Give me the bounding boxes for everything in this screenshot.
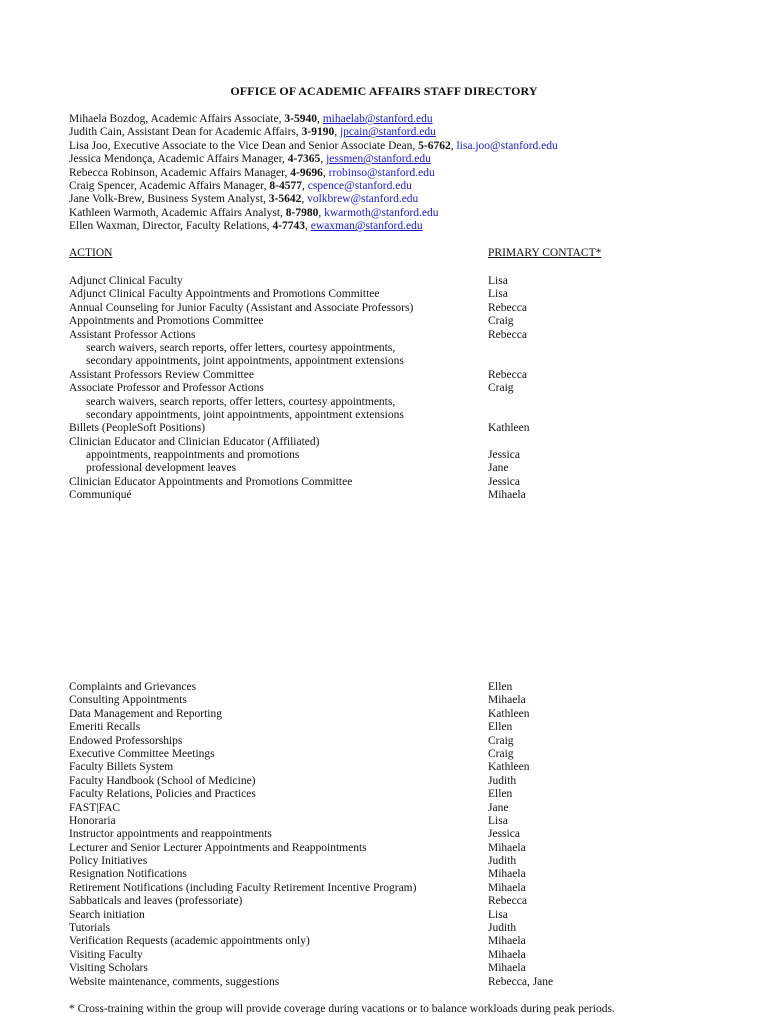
action-row	[69, 922, 749, 935]
action-row	[69, 761, 749, 774]
primary-contact: Jane	[488, 801, 509, 814]
action-row	[69, 382, 749, 395]
action-list-group-2	[69, 681, 749, 989]
action-name: Lecturer and Senior Lecturer Appointments and Reappointments	[69, 841, 367, 854]
primary-contact: Rebecca	[488, 895, 527, 908]
action-name: Visiting Faculty	[69, 948, 143, 961]
table-header	[69, 247, 749, 261]
action-row	[69, 462, 749, 475]
primary-contact: Judith	[488, 855, 517, 868]
action-row	[69, 775, 749, 788]
action-row	[69, 396, 749, 409]
action-row	[69, 315, 749, 328]
staff-name-title: Ellen Waxman, Director, Faculty Relations,	[69, 220, 273, 233]
primary-contact: Mihaela	[488, 694, 526, 707]
action-name: Instructor appointments and reappointments	[69, 828, 272, 841]
action-name: Tutorials	[69, 922, 111, 935]
action-name: Assistant Professor Actions	[69, 328, 196, 341]
action-name: Clinician Educator and Clinician Educator (Affiliated)	[69, 435, 320, 448]
separator: ,	[305, 220, 311, 233]
staff-email-link[interactable]: cspence@stanford.edu	[307, 179, 412, 192]
staff-email-link[interactable]: kwarmoth@stanford.edu	[324, 206, 439, 219]
staff-email-link[interactable]: rrobinso@stanford.edu	[328, 166, 435, 179]
action-row	[69, 708, 749, 721]
action-row	[69, 815, 749, 828]
staff-email-link[interactable]: mihaelab@stanford.edu	[322, 113, 433, 125]
action-row	[69, 828, 749, 841]
staff-name-title: Craig Spencer, Academic Affairs Manager,	[69, 179, 270, 192]
action-name: Visiting Scholars	[69, 962, 148, 975]
action-row	[69, 842, 749, 855]
separator: ,	[322, 166, 329, 179]
primary-contact: Lisa	[488, 288, 508, 301]
primary-contact: Kathleen	[488, 761, 530, 774]
action-row	[69, 449, 749, 462]
primary-contact: Lisa	[488, 814, 508, 827]
action-name: Faculty Relations, Policies and Practices	[69, 788, 256, 801]
primary-contact: Rebecca, Jane	[488, 975, 554, 988]
primary-contact: Mihaela	[488, 489, 526, 502]
staff-entry	[69, 140, 749, 153]
staff-email-link[interactable]: lisa.joo@stanford.edu	[456, 139, 558, 152]
primary-contact: Mihaela	[488, 962, 526, 975]
action-name: Appointments and Promotions Committee	[69, 315, 264, 328]
action-name: Faculty Billets System	[69, 761, 174, 774]
primary-contact: Judith	[488, 774, 517, 787]
staff-name-title: Rebecca Robinson, Academic Affairs Manager,	[69, 166, 291, 179]
primary-contact: Kathleen	[488, 707, 530, 720]
staff-phone: 4-9696	[290, 166, 323, 179]
separator: ,	[318, 206, 325, 219]
action-row	[69, 369, 749, 382]
primary-contact: Jane	[488, 462, 509, 475]
primary-contact: Mihaela	[488, 868, 526, 881]
staff-entry	[69, 207, 749, 220]
action-row	[69, 409, 749, 422]
staff-phone: 8-4577	[269, 179, 302, 192]
staff-entry	[69, 113, 749, 126]
staff-email-link[interactable]: jpcain@stanford.edu	[339, 126, 436, 139]
action-sub-item: search waivers, search reports, offer letters, courtesy appointments,	[86, 341, 396, 354]
action-name: Emeriti Recalls	[69, 721, 141, 734]
staff-entry	[69, 180, 749, 193]
action-name: Annual Counseling for Junior Faculty (Assistant and Associate Professors)	[69, 301, 414, 314]
action-name: Honoraria	[69, 814, 116, 827]
action-name: Associate Professor and Professor Actions	[69, 382, 264, 395]
action-row	[69, 909, 749, 922]
primary-contact: Rebecca	[488, 328, 527, 341]
staff-name-title: Kathleen Warmoth, Academic Affairs Analyst,	[69, 206, 286, 219]
action-row	[69, 422, 749, 435]
separator: ,	[301, 179, 308, 192]
action-name: Policy Initiatives	[69, 855, 148, 868]
primary-contact: Craig	[488, 382, 514, 395]
primary-contact: Ellen	[488, 721, 513, 734]
action-row	[69, 895, 749, 908]
primary-contact: Jessica	[488, 475, 520, 488]
staff-phone: 3-5642	[268, 193, 302, 206]
action-row	[69, 329, 749, 342]
staff-phone: 5-6762	[418, 139, 451, 152]
action-name: Endowed Professorships	[69, 734, 183, 747]
action-column-header: ACTION	[69, 247, 113, 259]
action-name: Consulting Appointments	[69, 694, 187, 707]
action-name: Sabbaticals and leaves (professoriate)	[69, 895, 243, 908]
separator: ,	[316, 113, 323, 125]
action-name: Billets (PeopleSoft Positions)	[69, 422, 206, 435]
primary-contact: Ellen	[488, 788, 513, 801]
action-row	[69, 882, 749, 895]
separator: ,	[320, 153, 327, 166]
action-row	[69, 802, 749, 815]
action-row	[69, 976, 749, 989]
primary-contact: Kathleen	[488, 422, 530, 435]
action-row	[69, 735, 749, 748]
action-name: Data Management and Reporting	[69, 707, 222, 720]
staff-name-title: Lisa Joo, Executive Associate to the Vice Dean and Senior Associate Dean,	[69, 139, 419, 152]
action-sub-item: search waivers, search reports, offer letters, courtesy appointments,	[86, 395, 396, 408]
primary-contact: Craig	[488, 315, 514, 328]
staff-phone: 8-7980	[285, 206, 319, 219]
staff-phone: 4-7743	[272, 220, 306, 233]
staff-phone: 4-7365	[287, 153, 321, 166]
action-name: Assistant Professors Review Committee	[69, 368, 254, 381]
action-row	[69, 436, 749, 449]
primary-contact: Lisa	[488, 908, 508, 921]
action-name: Website maintenance, comments, suggestions	[69, 975, 280, 988]
separator: ,	[334, 126, 340, 139]
staff-name-title: Jessica Mendonça, Academic Affairs Manager,	[69, 153, 288, 166]
staff-email-link[interactable]: jessmen@stanford.edu	[326, 153, 431, 166]
action-name: Resignation Notifications	[69, 868, 187, 881]
action-row	[69, 275, 749, 288]
action-row	[69, 302, 749, 315]
action-row	[69, 868, 749, 881]
action-row	[69, 721, 749, 734]
action-sub-item: secondary appointments, joint appointments, appointment extensions	[86, 408, 404, 421]
staff-phone: 3-5940	[284, 113, 317, 125]
primary-contact: Jessica	[488, 449, 520, 462]
primary-contact: Jessica	[488, 828, 520, 841]
action-name: Communiqué	[69, 489, 132, 502]
action-name: Complaints and Grievances	[69, 681, 197, 693]
footnote: * Cross-training within the group will provide coverage during vacations or to balance workloads during peak periods.	[69, 1003, 615, 1015]
action-row	[69, 935, 749, 948]
staff-name-title: Mihaela Bozdog, Academic Affairs Associate,	[69, 113, 285, 125]
action-row	[69, 681, 749, 694]
action-row	[69, 355, 749, 368]
action-row	[69, 288, 749, 301]
staff-phone: 3-9190	[301, 126, 335, 139]
staff-entry	[69, 193, 749, 206]
action-sub-item: secondary appointments, joint appointments, appointment extensions	[86, 355, 404, 368]
staff-name-title: Jane Volk-Brew, Business System Analyst,	[69, 193, 269, 206]
staff-entry	[69, 153, 749, 166]
action-name: Faculty Handbook (School of Medicine)	[69, 774, 256, 787]
action-row	[69, 962, 749, 975]
action-list-group-1	[69, 275, 749, 503]
action-name: FAST|FAC	[69, 801, 121, 814]
page-title: OFFICE OF ACADEMIC AFFAIRS STAFF DIRECTORY	[230, 84, 538, 98]
separator: ,	[301, 193, 308, 206]
action-row	[69, 489, 749, 502]
staff-entry	[69, 167, 749, 180]
action-row	[69, 342, 749, 355]
primary-contact: Mihaela	[488, 841, 526, 854]
primary-contact: Mihaela	[488, 935, 526, 948]
action-row	[69, 788, 749, 801]
staff-email-link[interactable]: ewaxman@stanford.edu	[310, 220, 423, 233]
separator: ,	[450, 139, 457, 152]
staff-name-title: Judith Cain, Assistant Dean for Academic Affairs,	[69, 126, 302, 139]
action-name: Executive Committee Meetings	[69, 747, 215, 760]
staff-entry	[69, 126, 749, 139]
action-sub-item: appointments, reappointments and promotions	[86, 449, 300, 462]
action-name: Clinician Educator Appointments and Promotions Committee	[69, 475, 353, 488]
action-name: Adjunct Clinical Faculty Appointments and Promotions Committee	[69, 288, 380, 301]
primary-contact: Craig	[488, 734, 514, 747]
action-sub-item: professional development leaves	[86, 462, 237, 475]
action-row	[69, 949, 749, 962]
staff-entry	[69, 220, 749, 233]
primary-contact: Ellen	[488, 681, 513, 693]
action-row	[69, 748, 749, 761]
primary-contact: Craig	[488, 747, 514, 760]
action-name: Verification Requests (academic appointments only)	[69, 935, 310, 948]
action-name: Search initiation	[69, 908, 145, 921]
staff-directory-list	[69, 113, 749, 234]
primary-contact: Mihaela	[488, 948, 526, 961]
primary-contact: Judith	[488, 922, 517, 935]
primary-contact: Rebecca	[488, 301, 527, 314]
action-row	[69, 694, 749, 707]
action-row	[69, 855, 749, 868]
primary-contact: Lisa	[488, 275, 508, 287]
action-row	[69, 476, 749, 489]
primary-contact-column-header: PRIMARY CONTACT*	[488, 247, 602, 259]
action-name: Adjunct Clinical Faculty	[69, 275, 183, 287]
staff-email-link[interactable]: volkbrew@stanford.edu	[307, 193, 419, 206]
primary-contact: Rebecca	[488, 368, 527, 381]
primary-contact: Mihaela	[488, 881, 526, 894]
action-name: Retirement Notifications (including Faculty Retirement Incentive Program)	[69, 881, 417, 894]
